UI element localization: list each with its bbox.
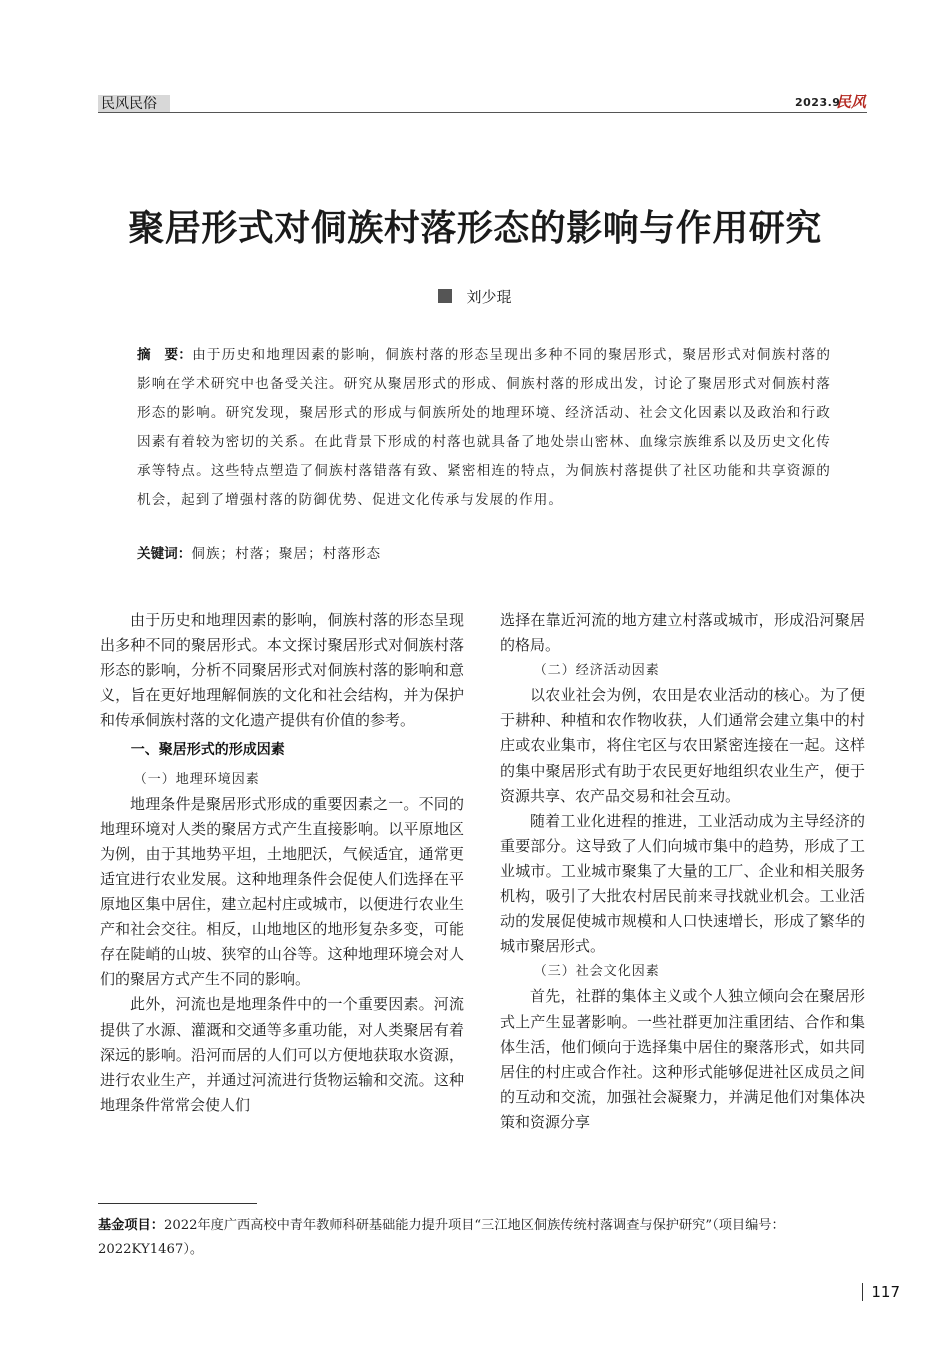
section-heading: 一、聚居形式的形成因素: [130, 742, 285, 759]
article-title: 聚居形式对侗族村落形态的影响与作用研究: [128, 208, 822, 249]
body-paragraph: 以农业社会为例，农田是农业活动的核心。为了便于耕种、种植和农作物收获，人们通常会建立集中的村庄或农业集市，将住宅区与农田紧密连接在一起。这样的集中聚居形式有助于农民更好地组织农业生产，便于资源共享、农产品交易和社会互动。: [500, 686, 865, 805]
body-paragraph: 随着工业化进程的推进，工业活动成为主导经济的重要部分。这导致了人们向城市集中的趋势，形成了工业城市。工业城市聚集了大量的工厂、企业和相关服务机构，吸引了大批农村居民前来寻找就业机会。工业活动的发展促使城市规模和人口快速增长，形成了繁华的城市聚居形式。: [500, 811, 865, 956]
subsection-heading: （三）社会文化因素: [533, 964, 660, 980]
body-column-left: [100, 608, 464, 1118]
subsection-heading: （一）地理环境因素: [133, 771, 260, 787]
issue-date: 2023.9: [795, 96, 841, 109]
footnote-text: 2022年度广西高校中青年教师科研基础能力提升项目“三江地区侗族传统村落调查与保护研究”（项目编号：2022KY1467）。: [98, 1218, 785, 1257]
keywords-label: 关键词：: [137, 546, 192, 562]
author-name: 刘少琨: [466, 288, 512, 306]
abstract-label: 摘 要：: [137, 347, 193, 363]
page-number: 117: [862, 1283, 900, 1301]
section-tag: 民风民俗: [98, 95, 170, 113]
journal-logo: 民风: [836, 93, 867, 111]
subsection-heading: （二）经济活动因素: [533, 663, 660, 679]
body-paragraph: 此外，河流也是地理条件中的一个重要因素。河流提供了水源、灌溉和交通等多重功能，对人类聚居有着深远的影响。沿河而居的人们可以方便地获取水资源，进行农业生产，并通过河流进行货物运输和交流。这种地理条件常常会使人们: [100, 995, 464, 1114]
keywords-text: 侗族；村落；聚居；村落形态: [191, 546, 382, 562]
author-marker-icon: [438, 289, 452, 303]
body-paragraph: 首先，社群的集体主义或个人独立倾向会在聚居形式上产生显著影响。一些社群更加注重团结、合作和集体生活，他们倾向于选择集中居住的聚落形式，如共同居住的村庄或合作社。这种形式能够促进社区成员之间的互动和交流，加强社会凝聚力，并满足他们对集体决策和资源分享: [500, 987, 865, 1131]
abstract: [137, 341, 831, 516]
body-paragraph: 地理条件是聚居形式形成的重要因素之一。不同的地理环境对人类的聚居方式产生直接影响。以平原地区为例，由于其地势平坦，土地肥沃，气候适宜，通常更适宜进行农业发展。这种地理条件会促使人们选择在平原地区集中居住，建立起村庄或城市，以便进行农业生产和社会交往。相反，山地地区的地形复杂多变，可能存在陡峭的山坡、狭窄的山谷等。这种地理环境会对人们的聚居方式产生不同的影响。: [100, 794, 464, 989]
intro-paragraph: 由于历史和地理因素的影响，侗族村落的形态呈现出多种不同的聚居形式。本文探讨聚居形式对侗族村落形态的影响，分析不同聚居形式对侗族村落的影响和意义，旨在更好地理解侗族的文化和社会结构，并为保护和传承侗族村落的文化遗产提供有价值的参考。: [100, 611, 464, 730]
abstract-text: 由于历史和地理因素的影响，侗族村落的形态呈现出多种不同的聚居形式，聚居形式对侗族村落的影响在学术研究中也备受关注。研究从聚居形式的形成、侗族村落的形成出发，讨论了聚居形式对侗族村落形态的影响。研究发现，聚居形式的形成与侗族所处的地理环境、经济活动、社会文化因素以及政治和行政因素有着较为密切的关系。在此背景下形成的村落也就具备了地处崇山密林、血缘宗族维系以及历史文化传承等特点。这些特点塑造了侗族村落错落有致、紧密相连的特点，为侗族村落提供了社区功能和共享资源的机会，起到了增强村落的防御优势、促进文化传承与发展的作用。: [137, 347, 832, 509]
header-rule: [98, 112, 867, 113]
keywords: [137, 540, 831, 568]
footnote: [98, 1214, 873, 1262]
body-column-right: [500, 608, 865, 1135]
footnote-rule: [98, 1203, 257, 1204]
footnote-label: 基金项目：: [98, 1218, 164, 1233]
body-paragraph-continued: 选择在靠近河流的地方建立村落或城市，形成沿河聚居的格局。: [500, 611, 865, 655]
author-row: [0, 286, 950, 307]
